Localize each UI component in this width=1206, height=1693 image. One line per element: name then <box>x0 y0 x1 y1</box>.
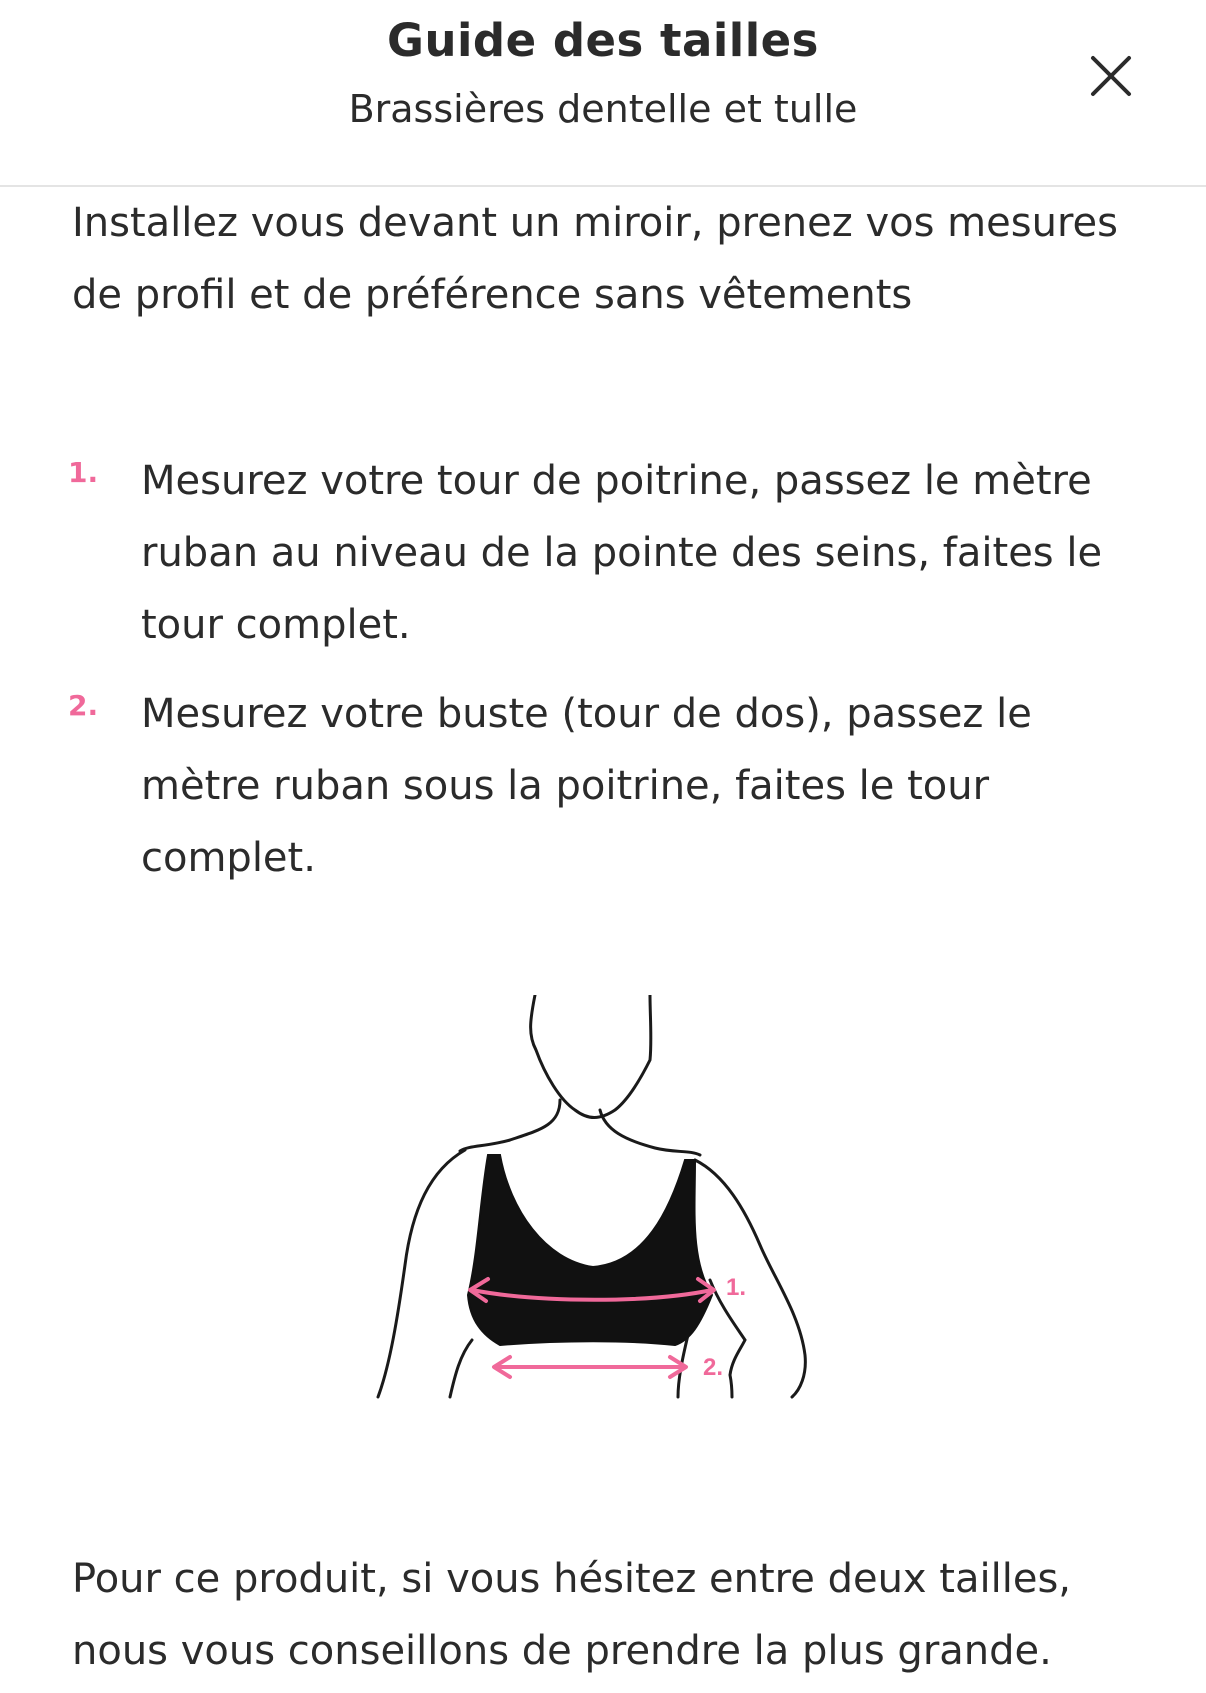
page-title: Guide des tailles <box>387 14 819 67</box>
step-number: 2. <box>68 689 99 722</box>
neck-right <box>600 1110 700 1155</box>
intro-text: Installez vous devant un miroir, prenez vos mesures de profil et de préférence sans vêtements <box>72 200 1118 318</box>
measurement-illustration <box>360 995 840 1447</box>
close-button[interactable] <box>1081 46 1141 106</box>
bust-label: 1. <box>726 1274 747 1301</box>
left-body-outline <box>378 1150 465 1397</box>
page-subtitle: Brassières dentelle et tulle <box>348 87 858 131</box>
close-icon <box>1081 46 1141 106</box>
measurement-steps <box>0 445 1206 911</box>
outro-text: Pour ce produit, si vous hésitez entre deux tailles, nous vous conseillons de prendre la plus grande. <box>72 1556 1072 1674</box>
step-number: 1. <box>68 456 99 489</box>
head-outline <box>531 995 651 1118</box>
list-item <box>0 445 1206 661</box>
underbust-label: 2. <box>703 1354 724 1381</box>
bra-shape <box>468 1155 712 1345</box>
left-waist <box>450 1340 472 1397</box>
step-text: Mesurez votre tour de poitrine, passez le mètre ruban au niveau de la pointe des seins, faites le tour complet. <box>141 458 1103 648</box>
modal-header <box>0 0 1206 187</box>
list-item <box>0 678 1206 894</box>
step-text: Mesurez votre buste (tour de dos), passez le mètre ruban sous la poitrine, faites le tour complet. <box>141 691 1032 881</box>
neck-left <box>460 1100 560 1151</box>
